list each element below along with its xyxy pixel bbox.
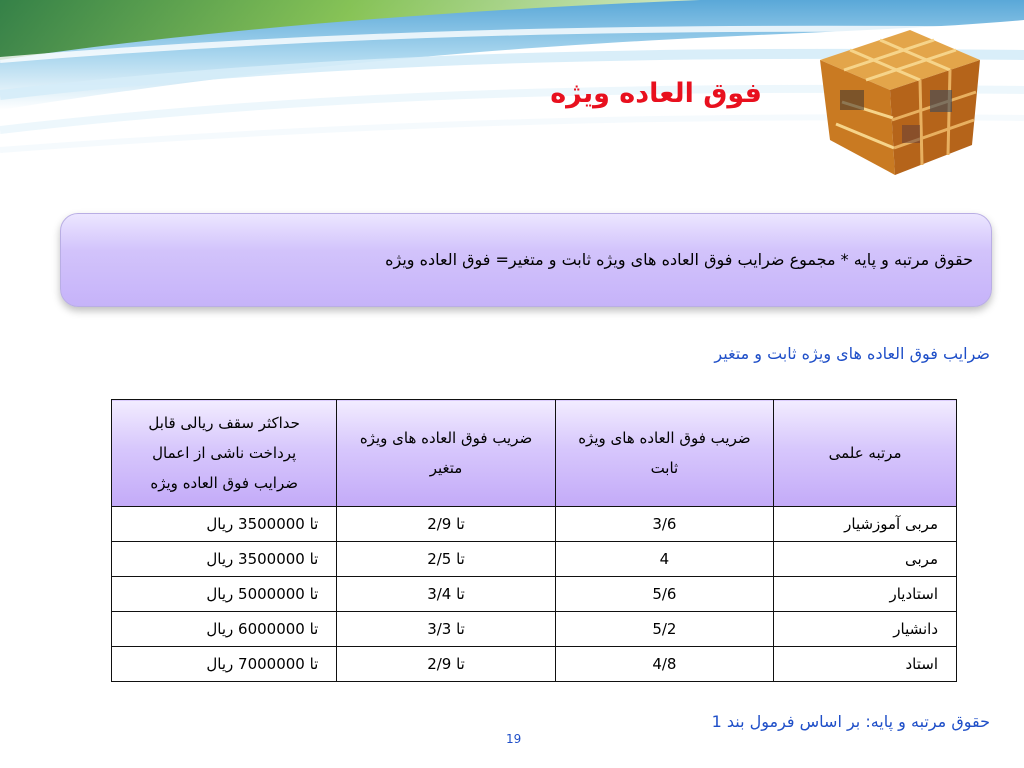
cell-ceiling: تا 5000000 ریال — [112, 577, 337, 612]
cell-rank: استادیار — [774, 577, 957, 612]
table-row — [112, 507, 957, 542]
cell-ceiling: تا 6000000 ریال — [112, 612, 337, 647]
header-rank: مرتبه علمی — [774, 400, 957, 507]
table-row — [112, 647, 957, 682]
cell-ceiling: تا 3500000 ریال — [112, 507, 337, 542]
table-row — [112, 542, 957, 577]
cell-fixed: 4 — [555, 542, 773, 577]
cell-variable: تا 3/4 — [337, 577, 555, 612]
cell-ceiling: تا 3500000 ریال — [112, 542, 337, 577]
cell-fixed: 3/6 — [555, 507, 773, 542]
cell-variable: تا 2/5 — [337, 542, 555, 577]
slide-title: فوق العاده ویژه — [550, 78, 762, 109]
page-number: 19 — [506, 732, 522, 746]
footnote: حقوق مرتبه و پایه: بر اساس فرمول بند 1 — [711, 712, 990, 731]
cell-rank: مربی آموزشیار — [774, 507, 957, 542]
table-subtitle: ضرایب فوق العاده های ویژه ثابت و متغیر — [714, 344, 990, 363]
header-variable-coefficient: ضریب فوق العاده های ویژه متغیر — [337, 400, 555, 507]
cell-fixed: 5/2 — [555, 612, 773, 647]
cell-variable: تا 3/3 — [337, 612, 555, 647]
cell-ceiling: تا 7000000 ریال — [112, 647, 337, 682]
cell-variable: تا 2/9 — [337, 647, 555, 682]
cell-rank: استاد — [774, 647, 957, 682]
table-row — [112, 612, 957, 647]
table-header-row — [112, 400, 957, 507]
cell-rank: دانشیار — [774, 612, 957, 647]
cube-logo — [800, 20, 990, 180]
header-max-ceiling: حداکثر سقف ریالی قابل پرداخت ناشی از اعمال ضرایب فوق العاده ویژه — [112, 400, 337, 507]
coefficients-table — [111, 399, 957, 682]
formula-box — [60, 213, 992, 307]
table-row — [112, 577, 957, 612]
cell-variable: تا 2/9 — [337, 507, 555, 542]
cell-fixed: 5/6 — [555, 577, 773, 612]
formula-text: حقوق مرتبه و پایه * مجموع ضرایب فوق العاده های ویژه ثابت و متغیر= فوق العاده ویژه — [385, 250, 973, 269]
cell-fixed: 4/8 — [555, 647, 773, 682]
header-fixed-coefficient: ضریب فوق العاده های ویژه ثابت — [555, 400, 773, 507]
cell-rank: مربی — [774, 542, 957, 577]
